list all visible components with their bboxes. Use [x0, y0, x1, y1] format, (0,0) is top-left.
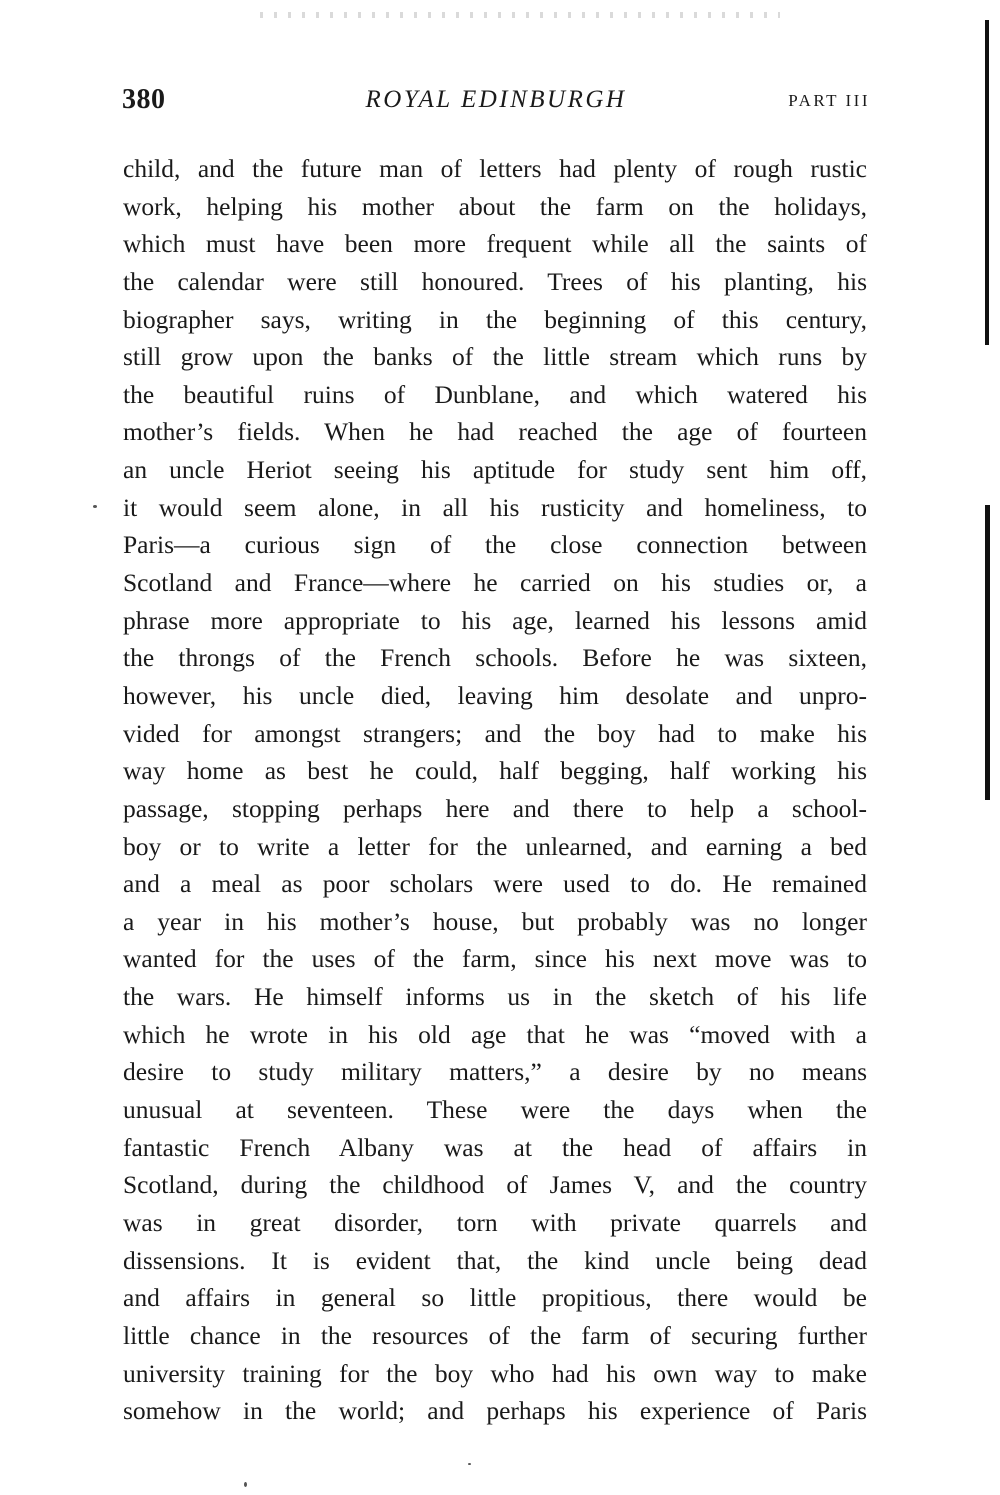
text-line: vided for amongst strangers; and the boy had to make his	[123, 718, 867, 748]
text-line: was in great disorder, torn with private quarrels and	[123, 1207, 867, 1237]
text-line: an uncle Heriot seeing his aptitude for study sent him off,	[123, 455, 867, 485]
body-text	[123, 150, 867, 1430]
running-title: ROYAL EDINBURGH	[365, 86, 627, 113]
scan-noise	[260, 12, 780, 18]
text-line: still grow upon the banks of the little stream which runs by	[123, 342, 867, 372]
part-label: PART III	[788, 91, 870, 110]
text-line: fantastic French Albany was at the head of affairs in	[123, 1132, 867, 1162]
text-line: and a meal as poor scholars were used to do. He remained	[123, 869, 867, 899]
text-line: the beautiful ruins of Dunblane, and which watered his	[123, 379, 867, 409]
text-line: phrase more appropriate to his age, learned his lessons amid	[123, 605, 867, 635]
text-line: Scotland and France—where he carried on his studies or, a	[123, 568, 867, 598]
text-line: child, and the future man of letters had plenty of rough rustic	[123, 154, 867, 183]
text-line: passage, stopping perhaps here and there to help a school-	[123, 793, 867, 823]
scan-speck	[244, 1482, 247, 1487]
text-line: unusual at seventeen. These were the days when the	[123, 1095, 867, 1125]
text-line: biographer says, writing in the beginning of this century,	[123, 304, 867, 334]
binding-shadow-top	[985, 20, 989, 345]
text-line: Scotland, during the childhood of James V, and the country	[123, 1170, 867, 1200]
text-line: the calendar were still honoured. Trees of his planting, his	[123, 266, 867, 296]
text-line: dissensions. It is evident that, the kind uncle being dead	[123, 1245, 867, 1275]
text-line: and affairs in general so little propitious, there would be	[123, 1283, 867, 1313]
text-line: university training for the boy who had his own way to make	[123, 1358, 867, 1388]
scan-speck	[93, 505, 97, 508]
text-line: which he wrote in his old age that he was “moved with a	[123, 1019, 867, 1049]
text-line: boy or to write a letter for the unlearned, and earning a bed	[123, 831, 867, 861]
text-line: way home as best he could, half begging, half working his	[123, 756, 867, 786]
text-line: wanted for the uses of the farm, since his next move was to	[123, 944, 867, 974]
text-line: desire to study military matters,” a desire by no means	[123, 1057, 867, 1087]
text-line: it would seem alone, in all his rusticity and homeliness, to	[123, 492, 867, 522]
text-line: Paris—a curious sign of the close connection between	[123, 530, 867, 560]
text-line: somehow in the world; and perhaps his experience of Paris	[123, 1396, 867, 1426]
binding-shadow-middle	[985, 505, 990, 800]
text-line: however, his uncle died, leaving him desolate and unpro-	[123, 680, 867, 710]
scan-speck	[468, 1463, 471, 1465]
page-number: 380	[122, 84, 166, 115]
page-header	[122, 84, 870, 124]
text-line: the wars. He himself informs us in the sketch of his life	[123, 982, 867, 1012]
text-line: which must have been more frequent while all the saints of	[123, 229, 867, 259]
text-line: a year in his mother’s house, but probably was no longer	[123, 906, 867, 936]
text-line: mother’s fields. When he had reached the age of fourteen	[123, 417, 867, 447]
text-line: work, helping his mother about the farm on the holidays,	[123, 191, 867, 221]
text-line: little chance in the resources of the farm of securing further	[123, 1320, 867, 1350]
text-line: the throngs of the French schools. Before he was sixteen,	[123, 643, 867, 673]
